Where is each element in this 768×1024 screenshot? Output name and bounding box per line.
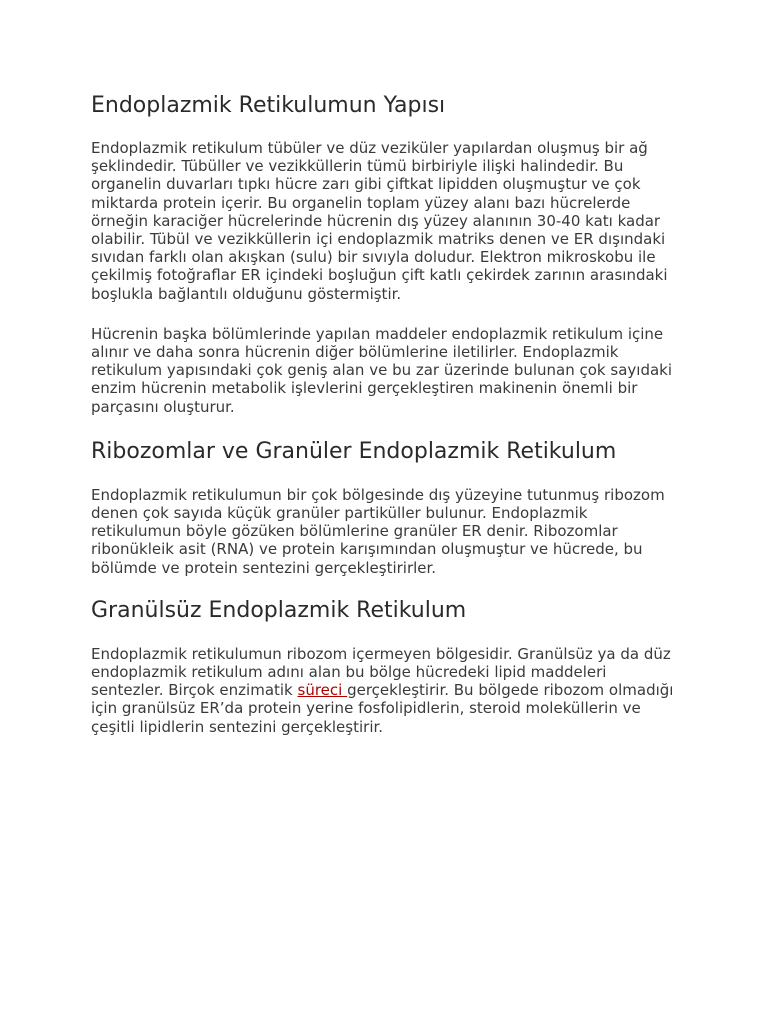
section-heading-structure: Endoplazmik Retikulumun Yapısı: [91, 93, 446, 118]
surec-link[interactable]: süreci: [297, 681, 348, 700]
section-heading-smooth-er: Granülsüz Endoplazmik Retikulum: [91, 597, 467, 623]
paragraph-ribosomes: Endoplazmik retikulumun bir çok bölgesinde dış yüzeyine tutunmuş ribozom denen çok sayıda küçük granüler partiküller bulunur. Endoplazmik retikulumun böyle gözüken bölümlerine granüler ER denir. Ribozomlar ribonükleik asit (RNA) ve protein karışımından oluşmuştur ve hücrede, bu bölümde ve protein sentezini gerçekleştirirler.: [91, 485, 665, 577]
paragraph-smooth-er-text-before: Endoplazmik retikulumun ribozom içermeyen bölgesidir. Granülsüz ya da düz endoplazmik retikulum adını alan bu bölge hücredeki lipid maddeleri sentezler. Birçok enzimatik: [91, 644, 671, 700]
section-heading-ribosomes: Ribozomlar ve Granüler Endoplazmik Retikulum: [91, 438, 617, 464]
paragraph-structure-2: Hücrenin başka bölümlerinde yapılan maddeler endoplazmik retikulum içine alınır ve daha sonra hücrenin diğer bölümlerine iletilirler. Endoplazmik retikulum yapısındaki çok geniş alan ve bu zar üzerinde bulunan çok sayıdaki enzim hücrenin metabolik işlevlerini gerçekleştiren makinenin önemli bir parçasını oluşturur.: [91, 324, 673, 416]
paragraph-structure-1: Endoplazmik retikulum tübüler ve düz veziküler yapılardan oluşmuş bir ağ şeklindedir. Tübüller ve vezikküllerin tümü birbiriyle ilişki halindedir. Bu organelin duvarları tıpkı hücre zarı gibi çiftkat lipidden oluşmuştur ve çok miktarda protein içerir. Bu organelin toplam yüzey alanı bazı hücrelerde örneğin karaciğer hücrelerinde hücrenin dış yüzey alanının 30-40 katı kadar olabilir. Tübül ve vezikküllerin içi endoplazmik matriks denen ve ER dışındaki sıvıdan farklı olan akışkan (sulu) bir sıvıyla doludur. Elektron mikroskobu ile çekilmiş fotoğraflar ER içindeki boşluğun çift katlı çekirdek zarının arasındaki boşlukla bağlantılı olduğunu göstermiştir.: [91, 139, 668, 303]
paragraph-smooth-er: [91, 645, 678, 736]
paragraph-smooth-er-text-after: gerçekleştirir. Bu bölgede ribozom olmadığı için granülsüz ER’da protein yerine fosfolipidlerin, steroid moleküllerin ve çeşitli lipidlerin sentezini gerçekleştirir.: [91, 681, 674, 736]
